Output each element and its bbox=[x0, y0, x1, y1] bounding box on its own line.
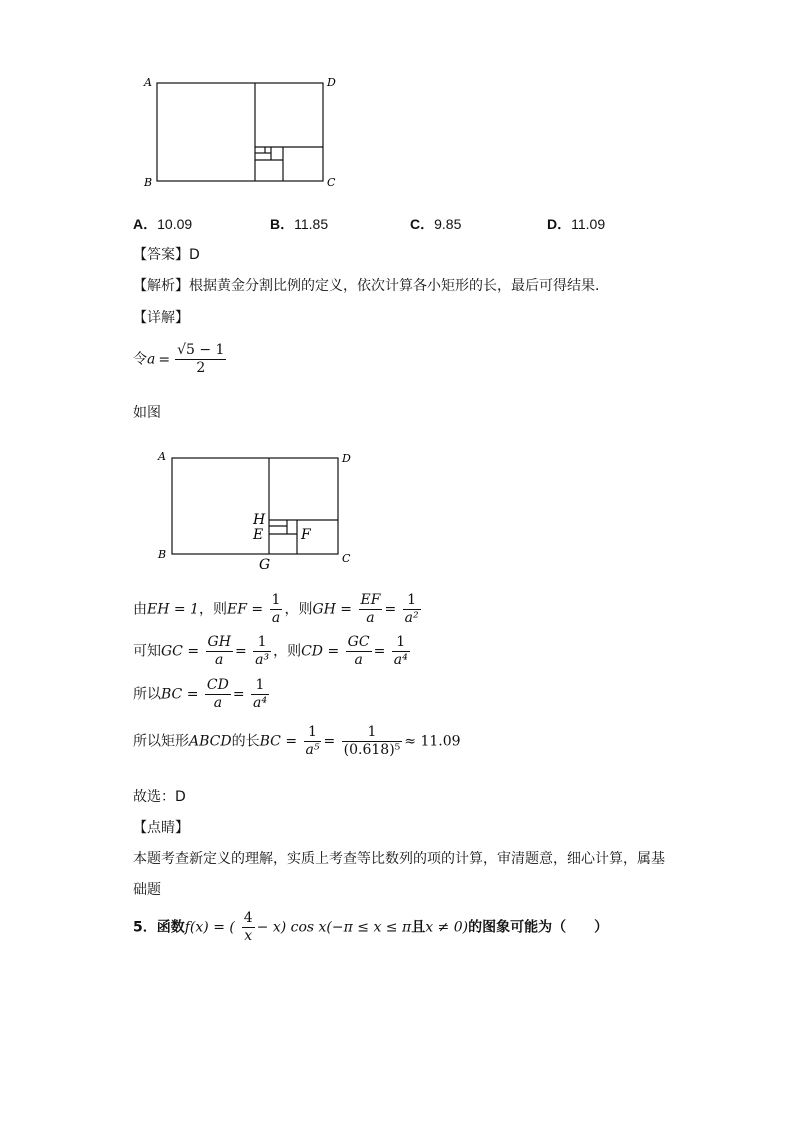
step4-formula: 所以矩形ABCD的长BC = $\frac{1}{\text{a⁵}}$ = $\frac{1}{\text{(0.618)⁵}}$ ≈ 11.09 bbox=[133, 724, 461, 758]
label-A: A bbox=[144, 76, 152, 89]
step2-formula: 可知GC = $\frac{GH}{a}$ = $\frac{1}{\text{a³}}$ ，则CD = $\frac{GC}{a}$ = $\frac{1}{\text{a⁴}}$ bbox=[133, 634, 408, 668]
conclusion: 故选：D bbox=[133, 789, 186, 805]
answer-line bbox=[133, 244, 200, 264]
label-B: B bbox=[158, 548, 167, 561]
step3-formula: 所以BC = $\frac{CD}{a}$ = $\frac{1}{\text{a⁴}}$ bbox=[133, 677, 267, 711]
step1-formula: 由EH = 1，则EF = $\frac{1}{a}$ ，则GH = $\frac{EF}{a}$ = $\frac{1}{\text{a²}}$ bbox=[133, 592, 419, 626]
label-F: F bbox=[301, 527, 311, 543]
option-c[interactable]: C．9.85 bbox=[410, 216, 462, 232]
answer-value: D bbox=[189, 247, 200, 263]
analysis-line bbox=[133, 275, 599, 295]
answer-tag: 【答案】 bbox=[133, 247, 189, 263]
ru-tu: 如图 bbox=[133, 405, 161, 421]
label-E: E bbox=[253, 527, 264, 543]
outer-rectangle bbox=[157, 83, 323, 181]
comment-tag: 【点睛】 bbox=[133, 820, 189, 836]
option-d[interactable]: D．11.09 bbox=[547, 216, 606, 232]
golden-rectangle-figure-1 bbox=[140, 72, 340, 192]
label-D: D bbox=[342, 452, 351, 465]
option-a[interactable]: A．10.09 bbox=[133, 216, 193, 232]
let-a-formula: 令a = $\frac{√5 - 1}{2}$ bbox=[133, 342, 225, 376]
analysis-tag: 【解析】 bbox=[133, 278, 189, 294]
detail-tag: 【详解】 bbox=[133, 310, 189, 326]
label-D: D bbox=[327, 76, 336, 89]
label-A: A bbox=[158, 450, 166, 463]
comment-line-2: 础题 bbox=[133, 882, 161, 898]
label-H: H bbox=[253, 512, 266, 528]
label-C: C bbox=[342, 552, 351, 565]
question-5: 5．函数f(x) = ( $\frac{4}{x}$ − x) cos x(−π ≤ x ≤ π且x ≠ 0)的图象可能为（ ） bbox=[133, 910, 609, 944]
question-number: 5． bbox=[133, 919, 157, 936]
comment-line-1: 本题考查新定义的理解，实质上考查等比数列的项的计算，审清题意，细心计算，属基 bbox=[133, 851, 665, 867]
label-C: C bbox=[327, 176, 336, 189]
analysis-text: 根据黄金分割比例的定义，依次计算各小矩形的长，最后可得结果. bbox=[189, 278, 600, 294]
label-B: B bbox=[144, 176, 153, 189]
label-G: G bbox=[259, 557, 271, 573]
golden-rectangle-figure-2 bbox=[155, 448, 365, 573]
option-b[interactable]: B．11.85 bbox=[270, 216, 329, 232]
